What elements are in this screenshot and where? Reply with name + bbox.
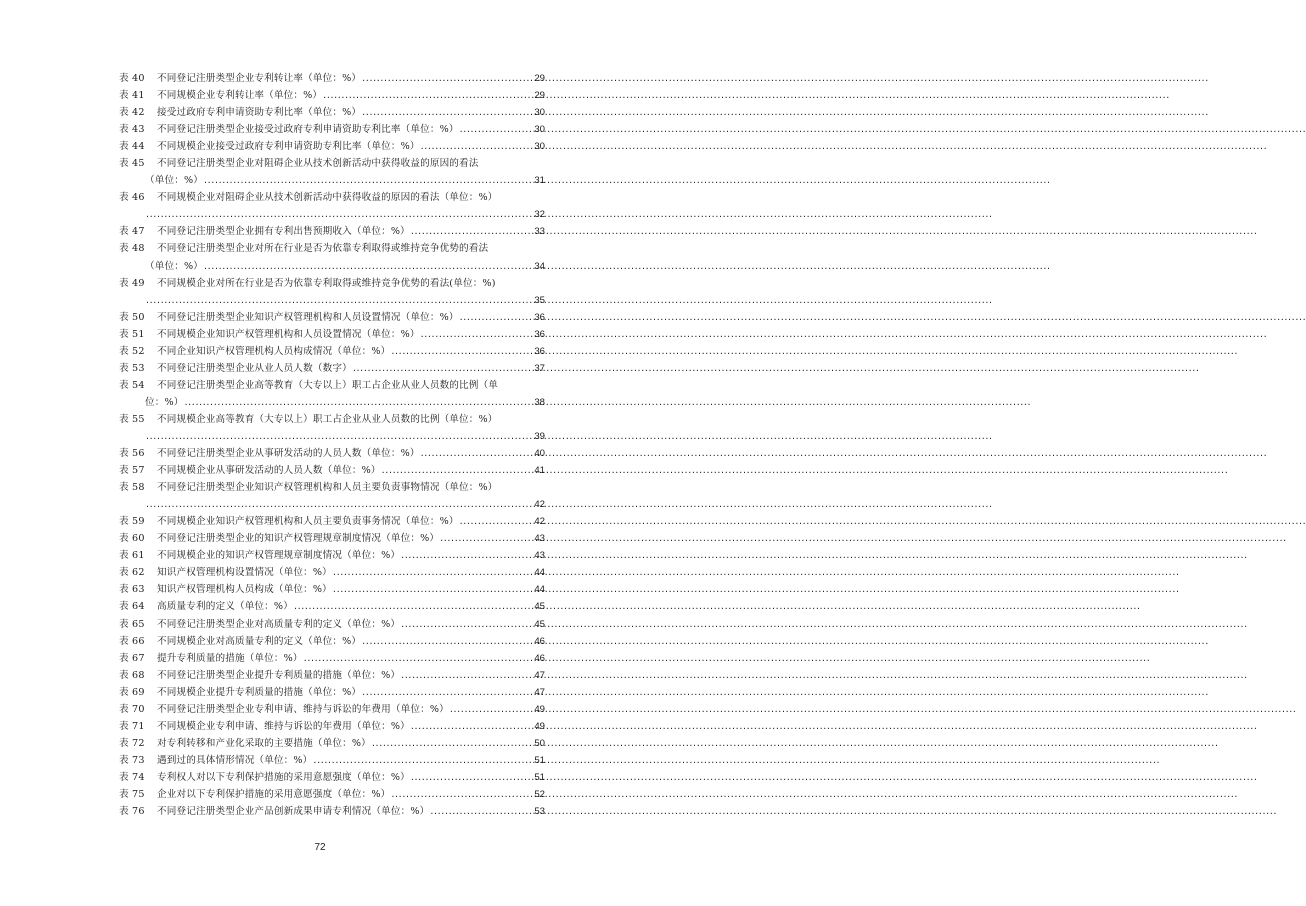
toc-entry[interactable]: [0, 598, 640, 615]
dot-leader: [146, 292, 533, 309]
toc-entry-label: 表 59: [119, 516, 145, 528]
toc-entry-label: 表 41: [119, 90, 145, 102]
toc-entry-label: 表 58: [119, 482, 145, 494]
toc-entry-label: 表 76: [119, 806, 145, 818]
toc-entry-page: 38: [534, 396, 545, 408]
dot-leader: [362, 684, 533, 701]
dot-leader: [362, 70, 533, 87]
toc-entry-label: 表 63: [119, 584, 145, 596]
toc-entry-title: 不同登记注册类型企业接受过政府专利申请资助专利比率（单位：%）: [157, 124, 459, 136]
toc-entry[interactable]: [0, 104, 640, 121]
toc-entry-title: 接受过政府专利申请资助专利比率（单位：%）: [157, 107, 362, 119]
toc-entry-page: 53: [534, 806, 545, 818]
toc-entry-title: 提升专利质量的措施（单位：%）: [157, 652, 303, 664]
toc-entry-page: 31: [534, 175, 545, 187]
dot-leader: [460, 309, 534, 326]
toc-entry-title: 专利权人对以下专利保护措施的采用意愿强度（单位：%）: [157, 771, 410, 783]
toc-entry-title: 不同规模企业知识产权管理机构和人员设置情况（单位：%）: [157, 328, 420, 340]
toc-entry-title-continued: （单位：%）: [145, 175, 203, 187]
toc-entry[interactable]: [0, 121, 640, 138]
toc-entry[interactable]: [0, 155, 640, 189]
toc-entry-label: 表 62: [119, 567, 145, 579]
toc-entry-title: 不同登记注册类型企业提升专利质量的措施（单位：%）: [157, 669, 401, 681]
dot-leader: [460, 513, 534, 530]
toc-entry-page: 42: [534, 499, 545, 511]
toc-entry[interactable]: [0, 633, 640, 650]
toc-entry-label: 表 50: [119, 311, 145, 323]
dot-leader: [450, 701, 533, 718]
toc-entry-title: 不同登记注册类型企业从业人员人数（数字）: [157, 362, 352, 374]
toc-entry-title: 遇到过的具体情形情况（单位：%）: [157, 754, 313, 766]
toc-entry-page: 51: [534, 754, 545, 766]
toc-entry-title: 不同规模企业提升专利质量的措施（单位：%）: [157, 686, 362, 698]
toc-entry-title: 对专利转移和产业化采取的主要措施（单位：%）: [157, 737, 371, 749]
toc-entry-page: 49: [534, 703, 545, 715]
dot-leader: [333, 564, 533, 581]
toc-entry[interactable]: [0, 326, 640, 343]
dot-leader: [294, 598, 533, 615]
toc-entry-label: 表 64: [119, 601, 145, 613]
toc-entry-page: 49: [534, 720, 545, 732]
toc-entry-title: 不同登记注册类型企业从事研发活动的人员人数（单位：%）: [157, 448, 420, 460]
dot-leader: [146, 428, 533, 445]
toc-entry-page: 36: [534, 345, 545, 357]
toc-entry-title-continued: （单位：%）: [145, 260, 203, 272]
toc-entry-label: 表 48: [119, 243, 145, 255]
toc-entry-title: 不同登记注册类型企业专利申请、维持与诉讼的年费用（单位：%）: [157, 703, 449, 715]
toc-entry-page: 44: [534, 584, 545, 596]
dot-leader: [304, 650, 534, 667]
toc-entry[interactable]: [0, 564, 640, 581]
dot-leader: [440, 530, 533, 547]
toc-entry-label: 表 44: [119, 141, 145, 153]
toc-entry-title: 不同登记注册类型企业产品创新成果申请专利情况（单位：%）: [157, 806, 430, 818]
toc-entry-title: 不同登记注册类型企业知识产权管理机构和人员设置情况（单位：%）: [157, 311, 459, 323]
toc-entry[interactable]: [0, 530, 640, 547]
toc-entry-page: 30: [534, 141, 545, 153]
toc-entry-page: 35: [534, 294, 545, 306]
toc-entry-label: 表 71: [119, 720, 145, 732]
toc-entry-page: 44: [534, 567, 545, 579]
toc-entry[interactable]: [0, 650, 640, 667]
dot-leader: [372, 735, 533, 752]
toc-entry-label: 表 60: [119, 533, 145, 545]
toc-entry-page: 46: [534, 652, 545, 664]
toc-entry-label: 表 47: [119, 226, 145, 238]
toc-entry-label: 表 65: [119, 618, 145, 630]
dot-leader: [430, 803, 533, 820]
toc-entry-title-continued: 位：%）: [145, 396, 184, 408]
toc-entry-label: 表 43: [119, 124, 145, 136]
toc-entry[interactable]: [0, 581, 640, 598]
toc-entry-label: 表 72: [119, 737, 145, 749]
toc-entry-label: 表 67: [119, 652, 145, 664]
toc-entry-page: 45: [534, 601, 545, 613]
toc-entry-page: 42: [534, 516, 545, 528]
toc-entry-page: 43: [534, 550, 545, 562]
toc-entry[interactable]: [0, 752, 640, 769]
toc-entry-label: 表 51: [119, 328, 145, 340]
toc-entry-title: 不同登记注册类型企业对高质量专利的定义（单位：%）: [157, 618, 401, 630]
toc-entry-title: 不同规模企业知识产权管理机构和人员主要负责事务情况（单位：%）: [157, 516, 459, 528]
toc-entry-label: 表 73: [119, 754, 145, 766]
toc-entry-label: 表 49: [119, 277, 145, 289]
toc-entry[interactable]: [0, 223, 640, 240]
toc-entry-page: 40: [534, 448, 545, 460]
toc-entry-page: 29: [534, 73, 545, 84]
toc-entry[interactable]: [0, 360, 640, 377]
toc-entry-title: 不同规模企业对阻碍企业从技术创新活动中获得收益的原因的看法（单位：%）: [157, 192, 498, 204]
toc-entry[interactable]: [0, 275, 640, 309]
dot-leader: [391, 343, 533, 360]
toc-entry[interactable]: [0, 667, 640, 684]
toc-entry-page: 39: [534, 430, 545, 442]
toc-entry-label: 表 66: [119, 635, 145, 647]
toc-entry-title: 企业对以下专利保护措施的采用意愿强度（单位：%）: [157, 788, 391, 800]
toc-entry-title: 不同登记注册类型企业对所在行业是否为依靠专利取得或维持竞争优势的看法: [157, 243, 489, 255]
toc-entry-label: 表 46: [119, 192, 145, 204]
toc-entry[interactable]: [0, 803, 640, 820]
toc-entry-label: 表 45: [119, 158, 145, 170]
dot-leader: [460, 121, 534, 138]
dot-leader: [313, 752, 533, 769]
toc-entry-title: 知识产权管理机构人员构成（单位：%）: [157, 584, 332, 596]
toc-entry-page: 46: [534, 635, 545, 647]
toc-entry[interactable]: [0, 513, 640, 530]
toc-entry-page: 33: [534, 226, 545, 238]
toc-entry-label: 表 70: [119, 703, 145, 715]
toc-entry-title: 不同规模企业对高质量专利的定义（单位：%）: [157, 635, 362, 647]
toc-entry-title: 不同登记注册类型企业对阻碍企业从技术创新活动中获得收益的原因的看法: [157, 158, 479, 170]
table-of-contents: [0, 70, 640, 820]
toc-entry-page: 36: [534, 311, 545, 323]
toc-entry-page: 41: [534, 465, 545, 477]
dot-leader: [411, 718, 533, 735]
toc-entry-title: 不同企业知识产权管理机构人员构成情况（单位：%）: [157, 345, 391, 357]
toc-entry[interactable]: [0, 377, 640, 411]
toc-entry[interactable]: [0, 87, 640, 104]
toc-entry-page: 29: [534, 90, 545, 102]
toc-entry-title: 不同规模企业的知识产权管理规章制度情况（单位：%）: [157, 550, 401, 562]
toc-entry[interactable]: [0, 343, 640, 360]
toc-entry-page: 43: [534, 533, 545, 545]
toc-entry-title: 不同登记注册类型企业拥有专利出售预期收入（单位：%）: [157, 226, 410, 238]
toc-entry[interactable]: [0, 547, 640, 564]
dot-leader: [204, 258, 533, 275]
toc-entry-page: 47: [534, 686, 545, 698]
toc-entry-title: 不同规模企业对所在行业是否为依靠专利取得或维持竞争优势的看法(单位：%): [157, 277, 496, 289]
toc-entry-page: 45: [534, 618, 545, 630]
toc-entry-label: 表 55: [119, 413, 145, 425]
toc-entry[interactable]: [0, 769, 640, 786]
page-number: 72: [314, 842, 326, 853]
dot-leader: [411, 769, 533, 786]
toc-entry[interactable]: [0, 462, 640, 479]
toc-entry[interactable]: [0, 411, 640, 445]
dot-leader: [421, 138, 534, 155]
toc-entry[interactable]: [0, 445, 640, 462]
dot-leader: [401, 616, 533, 633]
toc-entry-page: 34: [534, 260, 545, 272]
toc-entry-title: 知识产权管理机构设置情况（单位：%）: [157, 567, 332, 579]
dot-leader: [353, 360, 533, 377]
toc-entry[interactable]: [0, 70, 640, 87]
toc-entry-page: 37: [534, 362, 545, 374]
toc-entry-title: 不同登记注册类型企业专利转让率（单位：%）: [157, 73, 362, 84]
toc-entry[interactable]: [0, 701, 640, 718]
dot-leader: [333, 581, 533, 598]
dot-leader: [323, 87, 533, 104]
dot-leader: [204, 172, 533, 189]
dot-leader: [411, 223, 533, 240]
dot-leader: [421, 445, 534, 462]
toc-entry-page: 36: [534, 328, 545, 340]
toc-entry[interactable]: [0, 138, 640, 155]
toc-entry[interactable]: [0, 735, 640, 752]
toc-entry-label: 表 57: [119, 465, 145, 477]
toc-entry[interactable]: [0, 684, 640, 701]
toc-entry-page: 51: [534, 771, 545, 783]
toc-entry-title: 不同规模企业专利转让率（单位：%）: [157, 90, 323, 102]
toc-entry-title: 不同登记注册类型企业知识产权管理机构和人员主要负责事物情况（单位：%）: [157, 482, 498, 494]
toc-entry-page: 30: [534, 124, 545, 136]
toc-entry-label: 表 42: [119, 107, 145, 119]
dot-leader: [146, 206, 533, 223]
toc-entry-page: 52: [534, 788, 545, 800]
toc-entry-title: 不同规模企业高等教育（大专以上）职工占企业从业人员数的比例（单位：%）: [157, 413, 498, 425]
toc-entry[interactable]: [0, 309, 640, 326]
toc-entry-label: 表 74: [119, 771, 145, 783]
dot-leader: [146, 496, 533, 513]
dot-leader: [401, 667, 533, 684]
dot-leader: [185, 394, 534, 411]
toc-entry-label: 表 52: [119, 345, 145, 357]
toc-entry-label: 表 40: [119, 73, 145, 84]
toc-entry-title: 不同规模企业接受过政府专利申请资助专利比率（单位：%）: [157, 141, 420, 153]
toc-entry-title: 高质量专利的定义（单位：%）: [157, 601, 293, 613]
toc-entry-label: 表 75: [119, 788, 145, 800]
toc-entry-label: 表 69: [119, 686, 145, 698]
toc-entry-title: 不同登记注册类型企业的知识产权管理规章制度情况（单位：%）: [157, 533, 440, 545]
dot-leader: [421, 326, 534, 343]
toc-entry-page: 50: [534, 737, 545, 749]
toc-entry-page: 47: [534, 669, 545, 681]
toc-entry-label: 表 68: [119, 669, 145, 681]
dot-leader: [362, 104, 533, 121]
toc-entry-title: 不同规模企业从事研发活动的人员人数（单位：%）: [157, 465, 381, 477]
dot-leader: [362, 633, 533, 650]
toc-entry[interactable]: [0, 479, 640, 513]
toc-entry[interactable]: [0, 786, 640, 803]
toc-entry-page: 32: [534, 209, 545, 221]
toc-entry-label: 表 61: [119, 550, 145, 562]
toc-entry-label: 表 53: [119, 362, 145, 374]
toc-entry-page: 30: [534, 107, 545, 119]
toc-entry-title: 不同登记注册类型企业高等教育（大专以上）职工占企业从业人员数的比例（单: [157, 379, 499, 391]
toc-entry-title: 不同规模企业专利申请、维持与诉讼的年费用（单位：%）: [157, 720, 410, 732]
dot-leader: [382, 462, 534, 479]
dot-leader: [391, 786, 533, 803]
toc-entry[interactable]: [0, 189, 640, 223]
toc-entry-label: 表 54: [119, 379, 145, 391]
toc-entry[interactable]: [0, 616, 640, 633]
toc-entry-label: 表 56: [119, 448, 145, 460]
toc-entry[interactable]: [0, 240, 640, 274]
toc-entry[interactable]: [0, 718, 640, 735]
dot-leader: [401, 547, 533, 564]
